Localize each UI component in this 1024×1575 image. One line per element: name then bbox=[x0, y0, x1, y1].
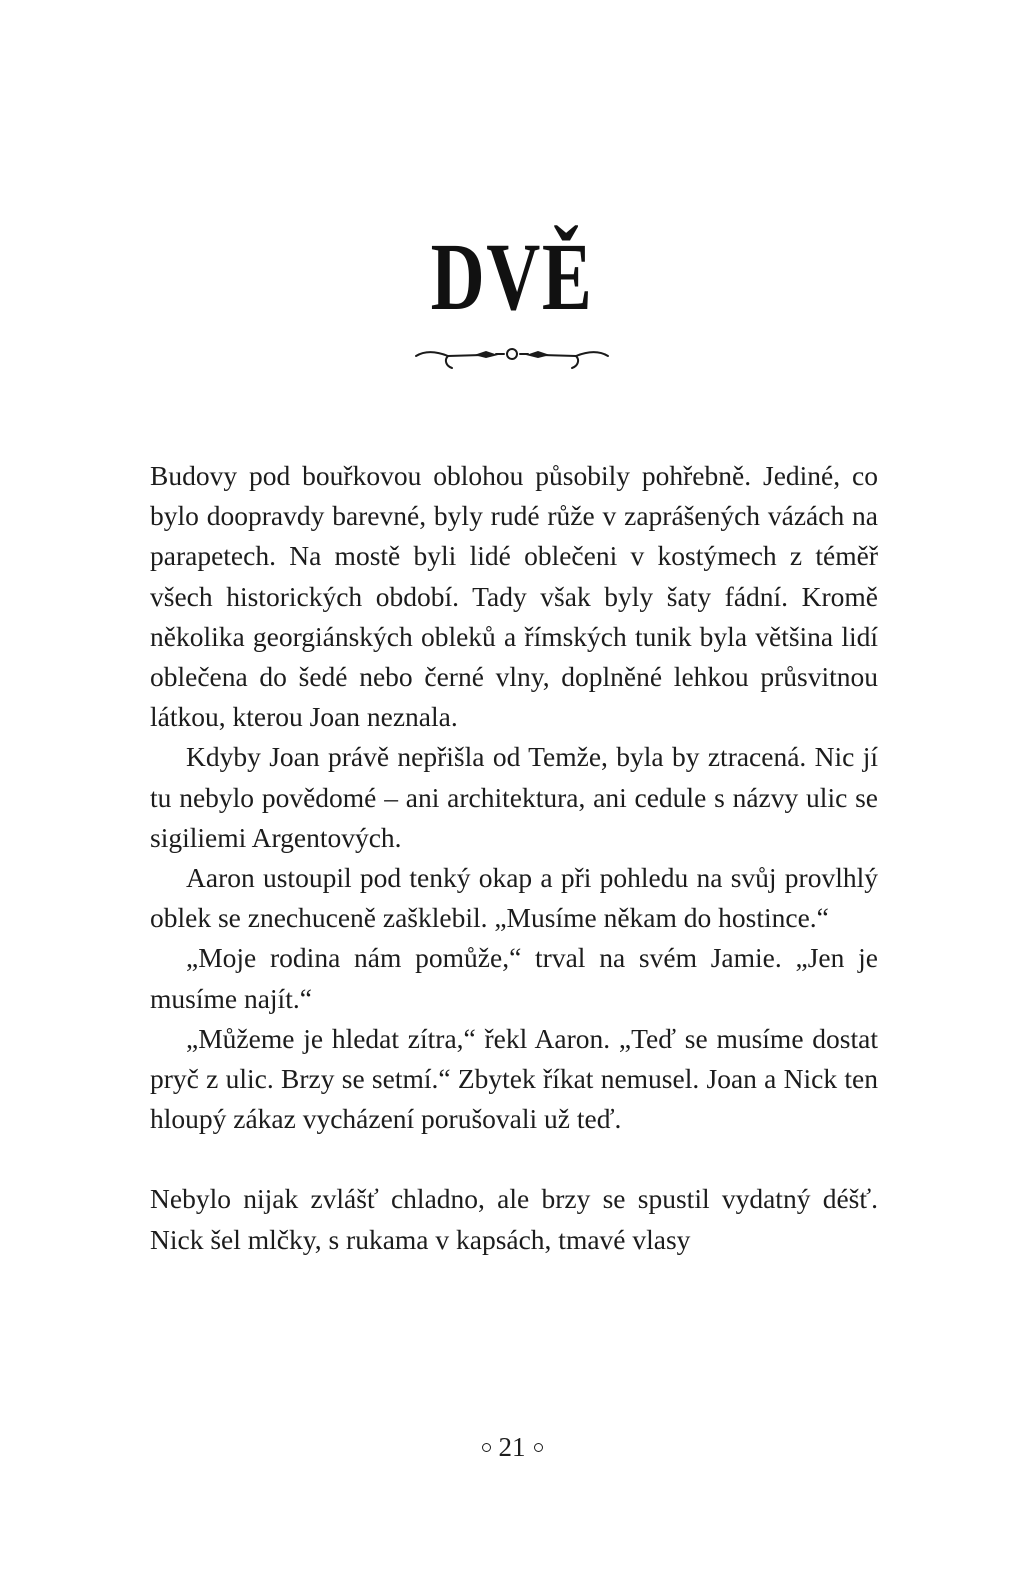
dot-icon bbox=[534, 1443, 543, 1452]
paragraph: „Moje rodina nám pomůže,“ trval na svém Jamie. „Jen je musíme najít.“ bbox=[150, 942, 878, 1014]
paragraph: Kdyby Joan právě nepřišla od Temže, byla by ztracená. Nic jí tu nebylo povědomé – ani architektura, ani cedule s názvy ulic se sigiliemi Argentových. bbox=[150, 741, 878, 853]
paragraph: „Můžeme je hledat zítra,“ řekl Aaron. „Teď se musíme dostat pryč z ulic. Brzy se setmí.“ Zbytek říkat nemusel. Joan a Nick ten hloupý zákaz vycházení porušovali už teď. bbox=[150, 1022, 878, 1135]
flourish-divider-icon bbox=[412, 340, 612, 374]
page-number-value: 21 bbox=[498, 1432, 526, 1462]
paragraph: Nebylo nijak zvlášť chladno, ale brzy se spustil vydatný déšť. Nick šel mlčky, s rukama v kapsách, tmavé vlasy bbox=[150, 1183, 878, 1255]
page-number bbox=[0, 1430, 1024, 1464]
body-text bbox=[150, 456, 878, 1260]
dot-icon bbox=[482, 1443, 491, 1452]
paragraph: Budovy pod bouřkovou oblohou působily pohřebně. Jediné, co bylo doopravdy barevné, byly rudé růže v zaprášených vázách na parapetech. Na mostě byli lidé oblečeni v kostýmech z téměř všech historických období. Tady však byly šaty fádní. Kromě několika georgiánských obleků a římských tunik byla většina lidí oblečena do šedé nebo černé vlny, doplněné lehkou průsvitnou látkou, kterou Joan neznala. bbox=[150, 460, 878, 733]
chapter-title: DVĚ bbox=[430, 223, 594, 330]
paragraph: Aaron ustoupil pod tenký okap a při pohledu na svůj provlhlý oblek se znechuceně zašklebil. „Musíme někam do hostince.“ bbox=[150, 862, 878, 934]
